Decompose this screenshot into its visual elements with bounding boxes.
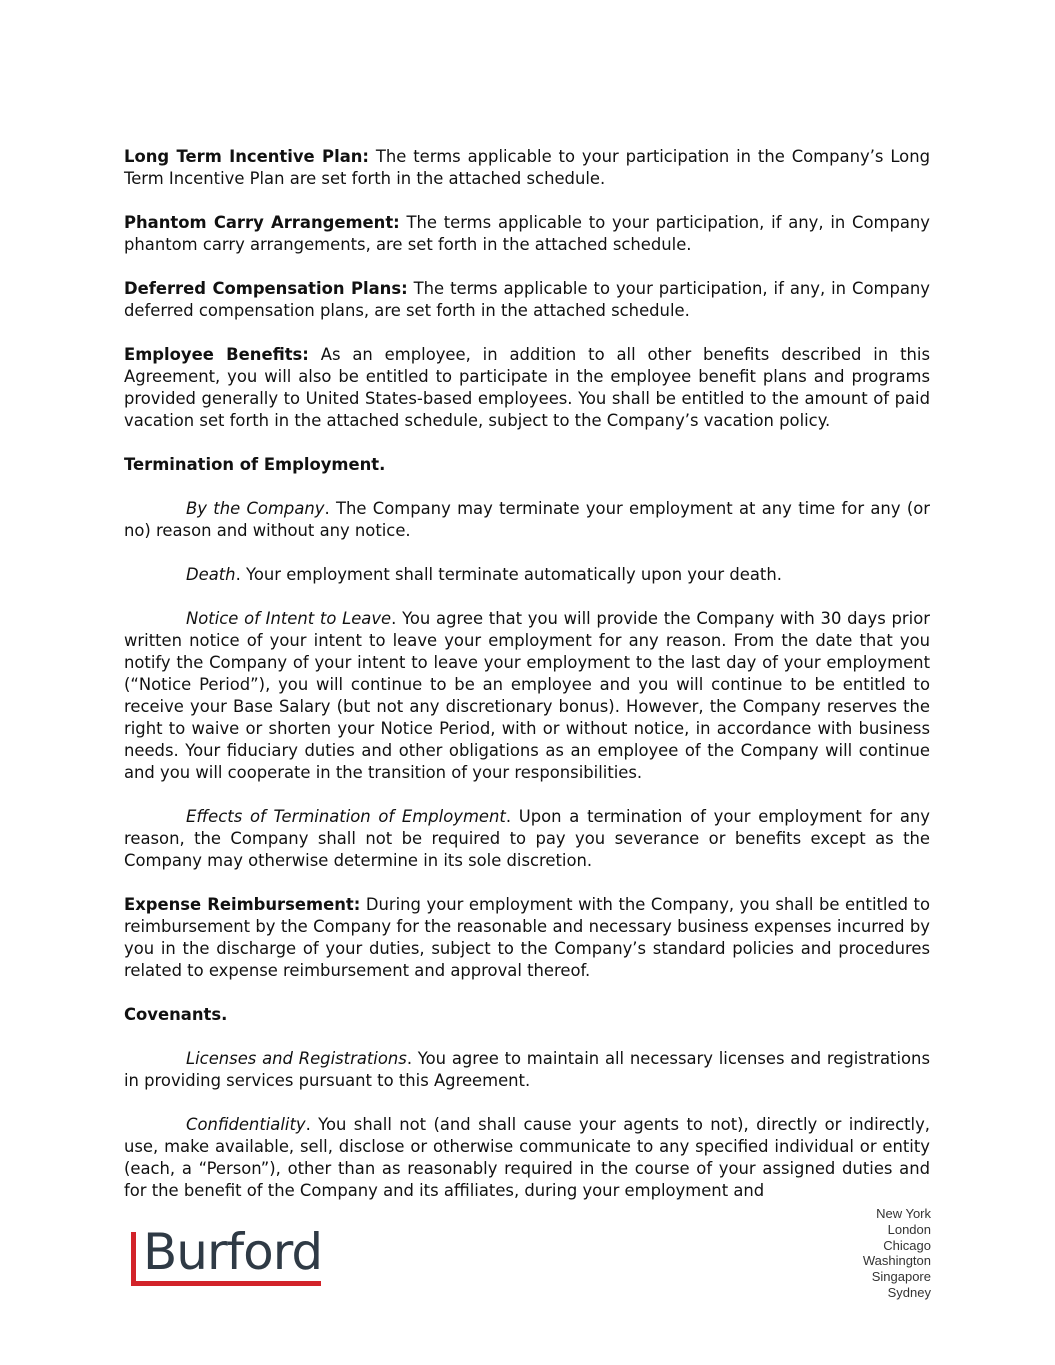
- document-body: [124, 146, 930, 1224]
- ltip-paragraph: [124, 146, 930, 190]
- confidentiality-text: . You shall not (and shall cause your agents to not), directly or indirectly, use, make available, sell, disclose or otherwise communicate to any specified individual or entity (each, a “Person”), other than as reasonably required in the course of your assigned duties and for the benefit of the Company and its affiliates, during your employment and: [124, 1115, 930, 1200]
- benefits-label: Employee Benefits:: [124, 345, 309, 364]
- logo-wordmark: Burford: [143, 1223, 323, 1281]
- confidentiality-paragraph: [124, 1114, 930, 1202]
- city-item: London: [887, 1221, 931, 1237]
- city-item: Washington: [862, 1253, 931, 1269]
- benefits-text: As an employee, in addition to all other benefits described in this Agreement, you will also be entitled to participate in the employee benefit plans and programs provided generally to United States-based employees. You shall be entitled to the amount of paid vacation set forth in the attached schedule, subject to the Company’s vacation policy.: [124, 345, 930, 430]
- termination-heading: Termination of Employment.: [124, 455, 386, 474]
- notice-label: Notice of Intent to Leave: [186, 609, 392, 628]
- by-company-text: . The Company may terminate your employment at any time for any (or no) reason and without any notice.: [124, 499, 931, 540]
- deferred-comp-label: Deferred Compensation Plans:: [124, 279, 408, 298]
- licenses-label: Licenses and Registrations: [186, 1049, 407, 1068]
- by-company-paragraph: [124, 498, 930, 542]
- phantom-carry-paragraph: [124, 212, 930, 256]
- death-paragraph: [124, 564, 930, 586]
- effects-paragraph: [124, 806, 930, 872]
- licenses-paragraph: [124, 1048, 930, 1092]
- licenses-text: . You agree to maintain all necessary licenses and registrations in providing services pursuant to this Agreement.: [124, 1049, 930, 1090]
- notice-text: . You agree that you will provide the Company with 30 days prior written notice of your intent to leave your employment for any reason. From the date that you notify the Company of your intent to leave your employment to the last day of your employment (“Notice Period”), you will continue to be an employee and you will continue to be entitled to receive your Base Salary (but not any discretionary bonus). However, the Company reserves the right to waive or shorten your Notice Period, with or without notice, in accordance with business needs. Your fiduciary duties and other obligations as an employee of the Company will continue and you will cooperate in the transition of your responsibilities.: [124, 609, 930, 782]
- effects-text: . Upon a termination of your employment for any reason, the Company shall not be required to pay you severance or benefits except as the Company may otherwise determine in its sole discretion.: [124, 807, 930, 870]
- city-item: Chicago: [883, 1237, 931, 1253]
- office-locations: [863, 1206, 931, 1301]
- ltip-label: Long Term Incentive Plan:: [124, 147, 369, 166]
- notice-paragraph: [124, 608, 930, 784]
- confidentiality-label: Confidentiality: [186, 1115, 306, 1134]
- deferred-comp-text: The terms applicable to your participation, if any, in Company deferred compensation plans, are set forth in the attached schedule.: [124, 279, 931, 320]
- city-item: Sydney: [887, 1284, 931, 1300]
- death-text: . Your employment shall terminate automatically upon your death.: [235, 565, 782, 584]
- ltip-text: The terms applicable to your participation in the Company’s Long Term Incentive Plan are set forth in the attached schedule.: [124, 147, 930, 188]
- by-company-label: By the Company: [186, 499, 325, 518]
- city-item: New York: [876, 1206, 931, 1221]
- city-item: Singapore: [871, 1269, 931, 1285]
- benefits-paragraph: [124, 344, 930, 432]
- burford-logo: [131, 1223, 326, 1288]
- expense-text: During your employment with the Company, you shall be entitled to reimbursement by the Company for the reasonable and necessary business expenses incurred by you in the discharge of your duties, subject to the Company’s standard policies and procedures related to expense reimbursement and approval thereof.: [124, 895, 931, 980]
- covenants-heading: Covenants.: [124, 1005, 228, 1024]
- deferred-comp-paragraph: [124, 278, 930, 322]
- phantom-carry-label: Phantom Carry Arrangement:: [124, 213, 400, 232]
- phantom-carry-text: The terms applicable to your participation, if any, in Company phantom carry arrangements, are set forth in the attached schedule.: [124, 213, 930, 254]
- effects-label: Effects of Termination of Employment: [186, 807, 506, 826]
- logo-bracket-vertical: [131, 1232, 136, 1286]
- expense-paragraph: [124, 894, 930, 982]
- death-label: Death: [186, 565, 236, 584]
- expense-label: Expense Reimbursement:: [124, 895, 361, 914]
